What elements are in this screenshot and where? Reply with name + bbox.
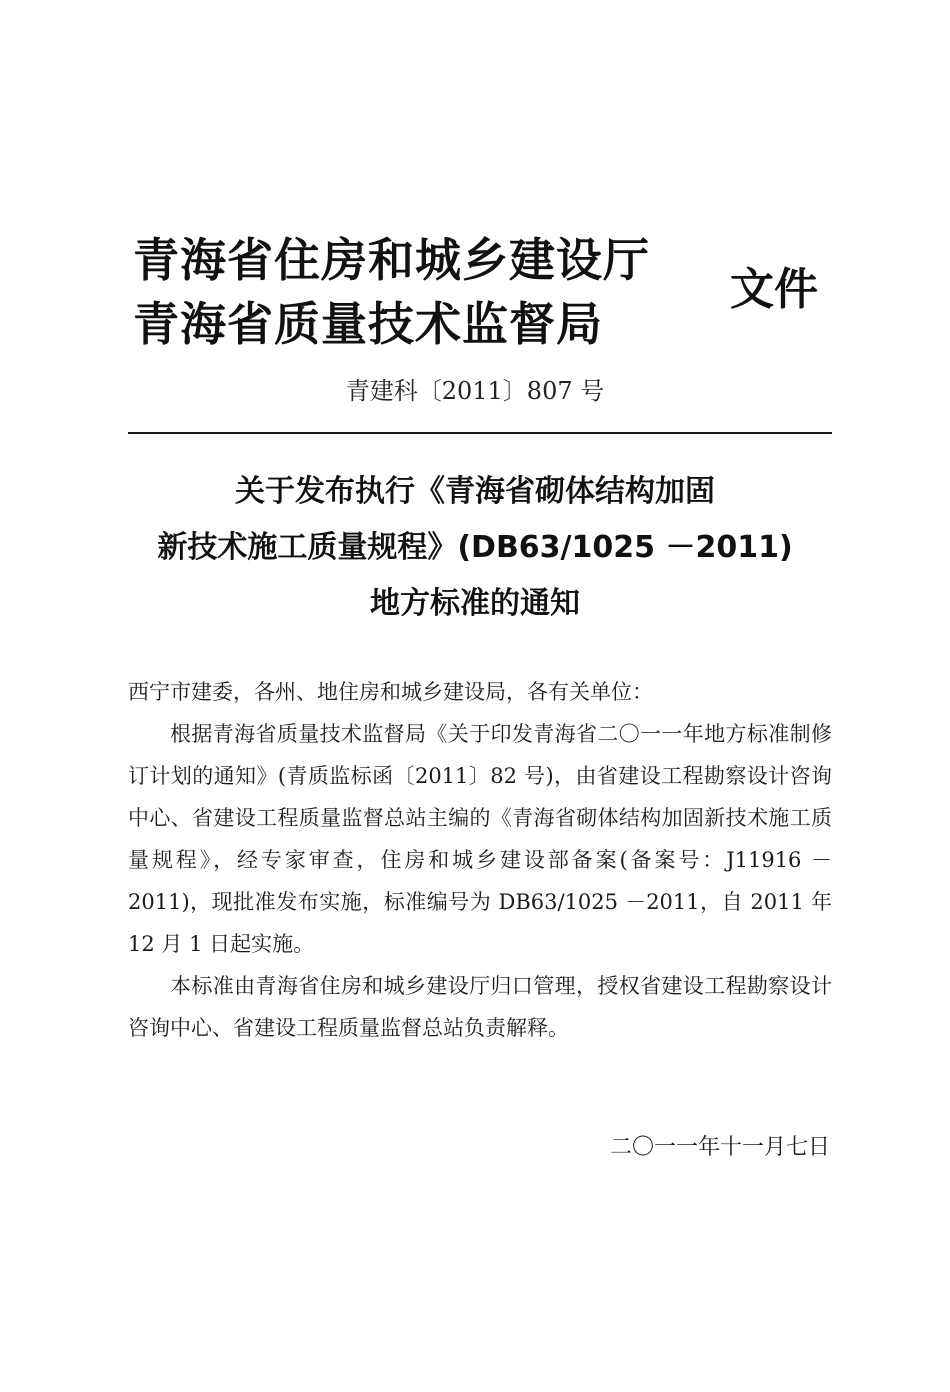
issue-date: 二〇一一年十一月七日 (609, 1135, 830, 1160)
title-line: 新技术施工质量规程》(DB63/1025 －2011) (157, 530, 793, 565)
document-label: 文件 (730, 264, 818, 315)
title-line: 关于发布执行《青海省砌体结构加固 (235, 474, 715, 509)
header-divider (128, 432, 832, 434)
title-line: 地方标准的通知 (370, 586, 580, 621)
body-paragraph: 本标准由青海省住房和城乡建设厅归口管理，授权省建设工程勘察设计咨询中心、省建设工程质量监督总站负责解释。 (128, 974, 832, 1040)
issuing-authorities (133, 228, 650, 356)
issuer-line: 青海省住房和城乡建设厅 (133, 233, 650, 287)
salutation: 西宁市建委，各州、地住房和城乡建设局，各有关单位： (128, 680, 653, 704)
notice-body (128, 671, 832, 1049)
document-number: 青建科〔2011〕807 号 (345, 377, 605, 405)
issuer-line: 青海省质量技术监督局 (133, 297, 603, 351)
body-paragraph: 根据青海省质量技术监督局《关于印发青海省二〇一一年地方标准制修订计划的通知》(青质监标函〔2011〕82 号)，由省建设工程勘察设计咨询中心、省建设工程质量监督总站主编的《青海省砌体结构加固新技术施工质量规程》，经专家审查，住房和城乡建设部备案(备案号：J11916 －2011)，现批准发布实施，标准编号为 DB63/1025 －2011，自 2011 年 12 月 1 日起实施。 (128, 722, 832, 956)
notice-title (0, 464, 950, 632)
